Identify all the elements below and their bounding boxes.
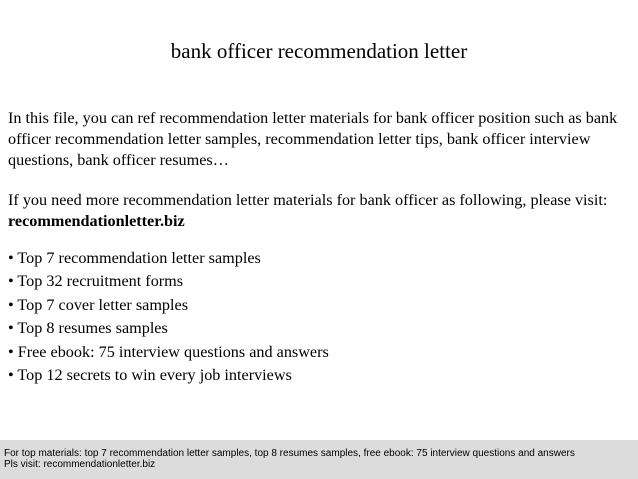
intro-paragraph: In this file, you can ref recommendation letter materials for bank officer position such as bank officer recommendation letter samples, recommendation letter tips, bank officer interview questions, bank officer resumes… [8, 109, 618, 169]
cta-paragraph [8, 190, 633, 232]
list-item: • Top 7 cover letter samples [8, 295, 188, 314]
website-link[interactable]: recommendationletter.biz [8, 212, 185, 230]
materials-list [8, 248, 329, 388]
list-item: • Free ebook: 75 interview questions and answers [8, 342, 329, 361]
list-item: • Top 8 resumes samples [8, 319, 168, 338]
footer-line-2: Pls visit: recommendationletter.biz [4, 459, 156, 470]
list-item: • Top 7 recommendation letter samples [8, 249, 261, 267]
footer-line-1: For top materials: top 7 recommendation letter samples, top 8 resumes samples, free ebook: 75 interview questions and answers [4, 448, 575, 459]
slide-title: bank officer recommendation letter [170, 39, 468, 63]
footer-banner [0, 440, 638, 479]
list-item: • Top 12 secrets to win every job interviews [8, 365, 292, 384]
cta-text: If you need more recommendation letter materials for bank officer as following, please visit: [8, 191, 608, 209]
list-item: • Top 32 recruitment forms [8, 272, 184, 291]
